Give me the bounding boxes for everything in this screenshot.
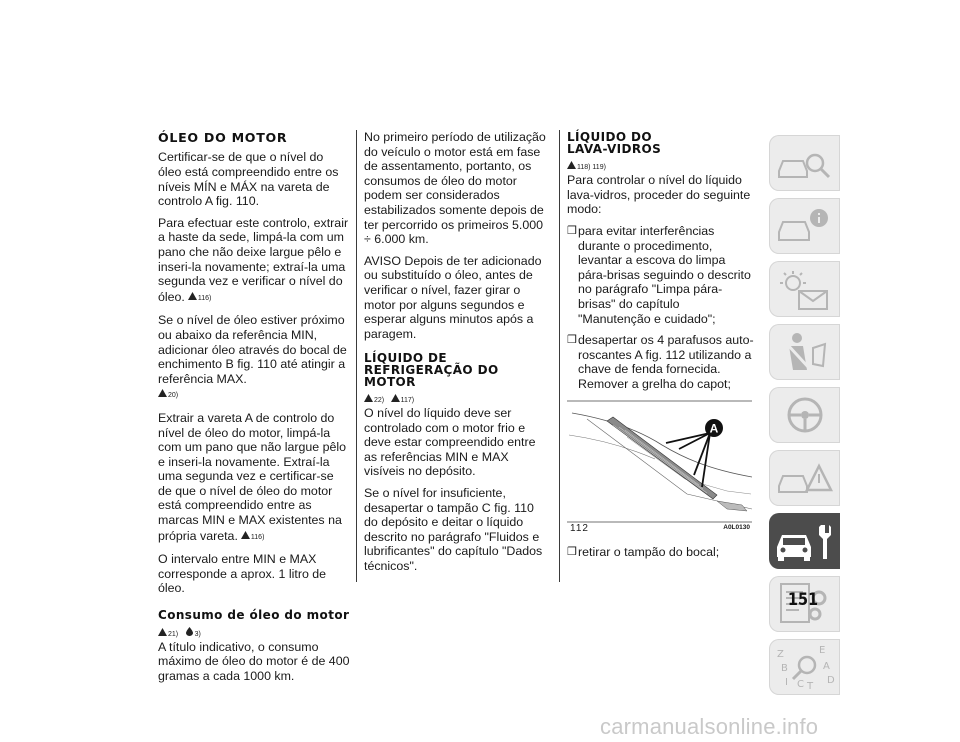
hood-grille-illustration [567, 399, 752, 539]
paragraph: A título indicativo, o consumo máximo de óleo do motor é de 400 gramas a cada 1000 km. [158, 639, 350, 683]
car-search-icon [769, 135, 840, 191]
warning-icon [188, 289, 197, 304]
footnote-ref: 116) [197, 294, 212, 302]
footnote-ref: 3) [194, 630, 201, 638]
reference-line [158, 626, 350, 638]
steering-wheel-icon [769, 387, 840, 443]
warning-icon [567, 159, 576, 171]
reference-line [567, 159, 755, 171]
column-divider-2 [559, 130, 560, 582]
tab-safety[interactable] [769, 324, 840, 380]
bullet-marker: ❒ [567, 334, 577, 347]
paragraph: Certificar-se de que o nível do óleo está compreendido entre os níveis MÍN e MÁX na vareta de controlo A fig. 110. [158, 150, 339, 209]
list-item-text: desapertar os 4 parafusos auto-roscantes A fig. 112 utilizando a chave de fenda fornecida. Remover a grelha do capot; [578, 333, 754, 391]
paragraph [158, 313, 350, 404]
figure-112 [567, 399, 752, 539]
watermark: carmanualsonline.info [600, 714, 819, 739]
section-title-engine-oil: ÓLEO DO MOTOR [158, 130, 288, 145]
bullet-marker: ❒ [567, 545, 577, 558]
tab-emergency[interactable] [769, 450, 840, 506]
column-2 [364, 130, 550, 581]
section-title-coolant: LÍQUIDO DE REFRIGERAÇÃO DO MOTOR [364, 351, 499, 389]
footnote-ref: 118) 119) [577, 164, 606, 172]
warning-icon [241, 528, 250, 543]
tab-index[interactable] [769, 639, 840, 695]
list-item [567, 333, 755, 391]
paragraph [158, 216, 350, 307]
page-number: 151 [787, 590, 819, 610]
svg-text:A: A [823, 661, 830, 672]
list-item-text: retirar o tampão do bocal; [578, 544, 720, 559]
subsection-title-oil-consumption: Consumo de óleo do motor [158, 608, 350, 623]
paragraph-text: Extrair a vareta A de controlo do nível de óleo do motor, limpá-la com um pano que não largue pêlo e inseri-la novamente. Extraí-la uma segunda vez e certificar-se de que o nível de óleo do motor está compreendido entre as marcas MIN e MAX existentes na própria vareta. [158, 410, 347, 543]
environment-icon [185, 626, 194, 638]
svg-text:D: D [827, 675, 835, 686]
paragraph: AVISO Depois de ter adicionado ou substituído o óleo, antes de verificar o nível, fazer girar o motor por alguns segundos e esperar alguns minutos após a paragem. [364, 253, 542, 341]
footnote-ref: 116) [250, 533, 265, 541]
column-divider-1 [356, 130, 357, 582]
index-magnifier-icon [769, 639, 840, 695]
footnote-ref: 22) [374, 397, 385, 405]
figure-callout-a: A [709, 421, 719, 435]
tab-warning-lights[interactable] [769, 261, 840, 317]
column-1 [158, 130, 350, 690]
paragraph-text: Se o nível de óleo estiver próximo ou abaixo da referência MIN, adicionar óleo através do bocal de enchimento B fig. 110 até atingir a referência MAX. [158, 313, 347, 386]
list-item [567, 545, 755, 560]
list-item [567, 224, 755, 326]
warning-light-message-icon [769, 261, 840, 317]
warning-icon [158, 626, 167, 638]
svg-text:B: B [781, 663, 788, 674]
tab-knowing-your-car[interactable] [769, 135, 840, 191]
svg-text:I: I [785, 677, 788, 688]
tab-safety-info[interactable] [769, 198, 840, 254]
footnote-ref: 21) [168, 630, 179, 638]
paragraph: Para controlar o nível do líquido lava-vidros, proceder do seguinte modo: [567, 173, 751, 217]
warning-icon [391, 392, 400, 404]
svg-text:T: T [807, 681, 814, 692]
footnote-ref: 20) [168, 392, 179, 400]
tab-starting-driving[interactable] [769, 387, 840, 443]
section-title-washer-fluid: LÍQUIDO DO LAVA-VIDROS [567, 130, 662, 156]
warning-icon [364, 392, 373, 404]
footnote-ref: 117) [400, 397, 415, 405]
warning-icon [158, 386, 167, 401]
car-info-icon [769, 198, 840, 254]
seatbelt-passenger-icon [769, 324, 840, 380]
paragraph: O nível do líquido deve ser controlado com o motor frio e deve estar compreendido entre as referências MIN e MAX visíveis no depósito. [364, 406, 536, 479]
chapter-tabs [769, 135, 841, 702]
svg-text:C: C [797, 679, 804, 690]
paragraph-text: Para efectuar este controlo, extrair a haste da sede, limpá-la com um pano che não deixe largue pêlo e inseri-la novamente; extraí-la uma segunda vez e verificar o nível do óleo. [158, 215, 349, 304]
tab-maintenance[interactable] [769, 513, 840, 569]
paragraph [158, 411, 350, 545]
paragraph: Se o nível for insuficiente, desapertar o tampão C fig. 110 do depósito e deitar o líquido descrito no parágrafo "Fluidos e lubrificantes" do capítulo "Dados técnicos". [364, 486, 543, 574]
reference-line [364, 392, 550, 404]
svg-text:E: E [819, 645, 826, 656]
car-warning-triangle-icon [769, 450, 840, 506]
bullet-marker: ❒ [567, 224, 577, 237]
car-wrench-icon [769, 513, 840, 569]
svg-text:Z: Z [777, 649, 784, 660]
column-3 [567, 130, 755, 566]
figure-code: A0L0130 [723, 523, 750, 531]
figure-number: 112 [570, 522, 589, 534]
paragraph: No primeiro período de utilização do veículo o motor está em fase de assentamento, portanto, os consumos de óleo do motor podem ser considerados estabilizados somente depois de ter percorrido os primeiros 5.000 ÷ 6.000 km. [364, 130, 546, 247]
list-item-text: para evitar interferências durante o procedimento, levantar a escova do limpa pára-brisas seguindo o descrito no parágrafo "Limpa pára-brisas" do capítulo "Manutenção e cuidado"; [578, 223, 751, 326]
paragraph: O intervalo entre MIN e MAX corresponde a aprox. 1 litro de óleo. [158, 552, 327, 596]
